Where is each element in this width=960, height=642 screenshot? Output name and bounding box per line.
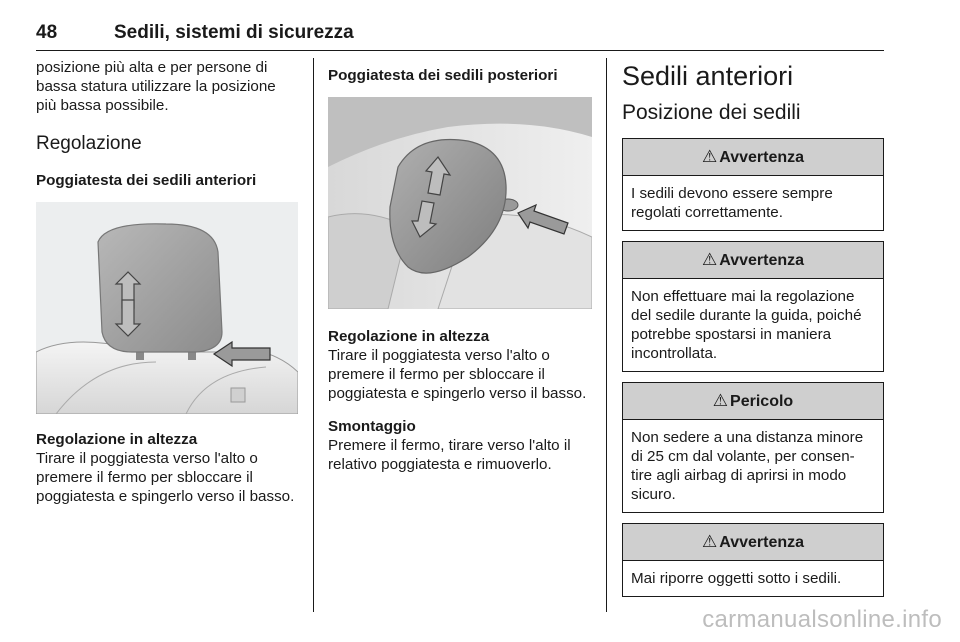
danger-box-header [623,383,883,420]
warning-text: Mai riporre oggetti sotto i sedili. [631,570,842,587]
danger-box [622,382,884,513]
danger-text: Non sedere a una distanza minore di 25 cm dal volante, per consen-tire agli airbag di aprirsi in modo sicuro. [631,429,864,503]
warning-box-header [623,242,883,279]
column-divider [313,58,314,612]
subsection-title: Poggiatesta dei sedili posteriori [328,67,558,84]
warning-label: Avvertenza [719,149,805,166]
warning-label: Avvertenza [719,252,805,269]
page-header [36,10,884,51]
caption-text: Tirare il poggiatesta verso l'alto o premere il fermo per sbloccare il poggiatesta e spingerlo verso il basso. [36,450,295,505]
column-1 [36,58,298,506]
subsection-title: Posizione dei sedili [622,101,801,124]
column-divider [606,58,607,612]
page-title: Sedili, sistemi di sicurezza [114,22,354,43]
warning-triangle-icon: ⚠ [701,532,718,551]
page-number: 48 [36,22,58,43]
caption-title: Regolazione in altezza [36,431,198,448]
rear-headrest-svg [328,97,592,309]
front-headrest-svg [36,202,298,414]
removal-text: Premere il fermo, tirare verso l'alto il relativo poggiatesta e rimuoverlo. [328,437,571,473]
rear-headrest-illustration [328,97,592,309]
caption-text: Tirare il poggiatesta verso l'alto o premere il fermo per sbloccare il poggiatesta e spingerlo verso il basso. [328,347,587,402]
caption-title: Regolazione in altezza [328,328,490,345]
column-3 [622,58,884,597]
warning-box-header [623,524,883,561]
section-title: Regolazione [36,133,142,154]
warning-box [622,138,884,231]
subsection-title: Poggiatesta dei sedili anteriori [36,172,257,189]
warning-label: Avvertenza [719,534,805,551]
warning-text: I sedili devono essere sempre regolati correttamente. [631,185,833,221]
warning-box [622,523,884,597]
front-headrest-illustration [36,202,298,414]
removal-title: Smontaggio [328,418,416,435]
danger-label: Pericolo [730,393,794,410]
warning-triangle-icon: ⚠ [701,250,718,269]
warning-box-header [623,139,883,176]
section-title: Sedili anteriori [622,61,794,91]
warning-text: Non effettuare mai la regolazione del sedile durante la guida, poiché potrebbe spostarsi in maniera incontrollata. [631,288,862,362]
warning-box [622,241,884,372]
warning-triangle-icon: ⚠ [712,391,729,410]
intro-text: posizione più alta e per persone di bassa statura utilizzare la posizione più bassa possibile. [36,59,276,114]
warning-triangle-icon: ⚠ [701,147,718,166]
column-2 [328,58,592,474]
watermark: carmanualsonline.info [702,606,942,633]
